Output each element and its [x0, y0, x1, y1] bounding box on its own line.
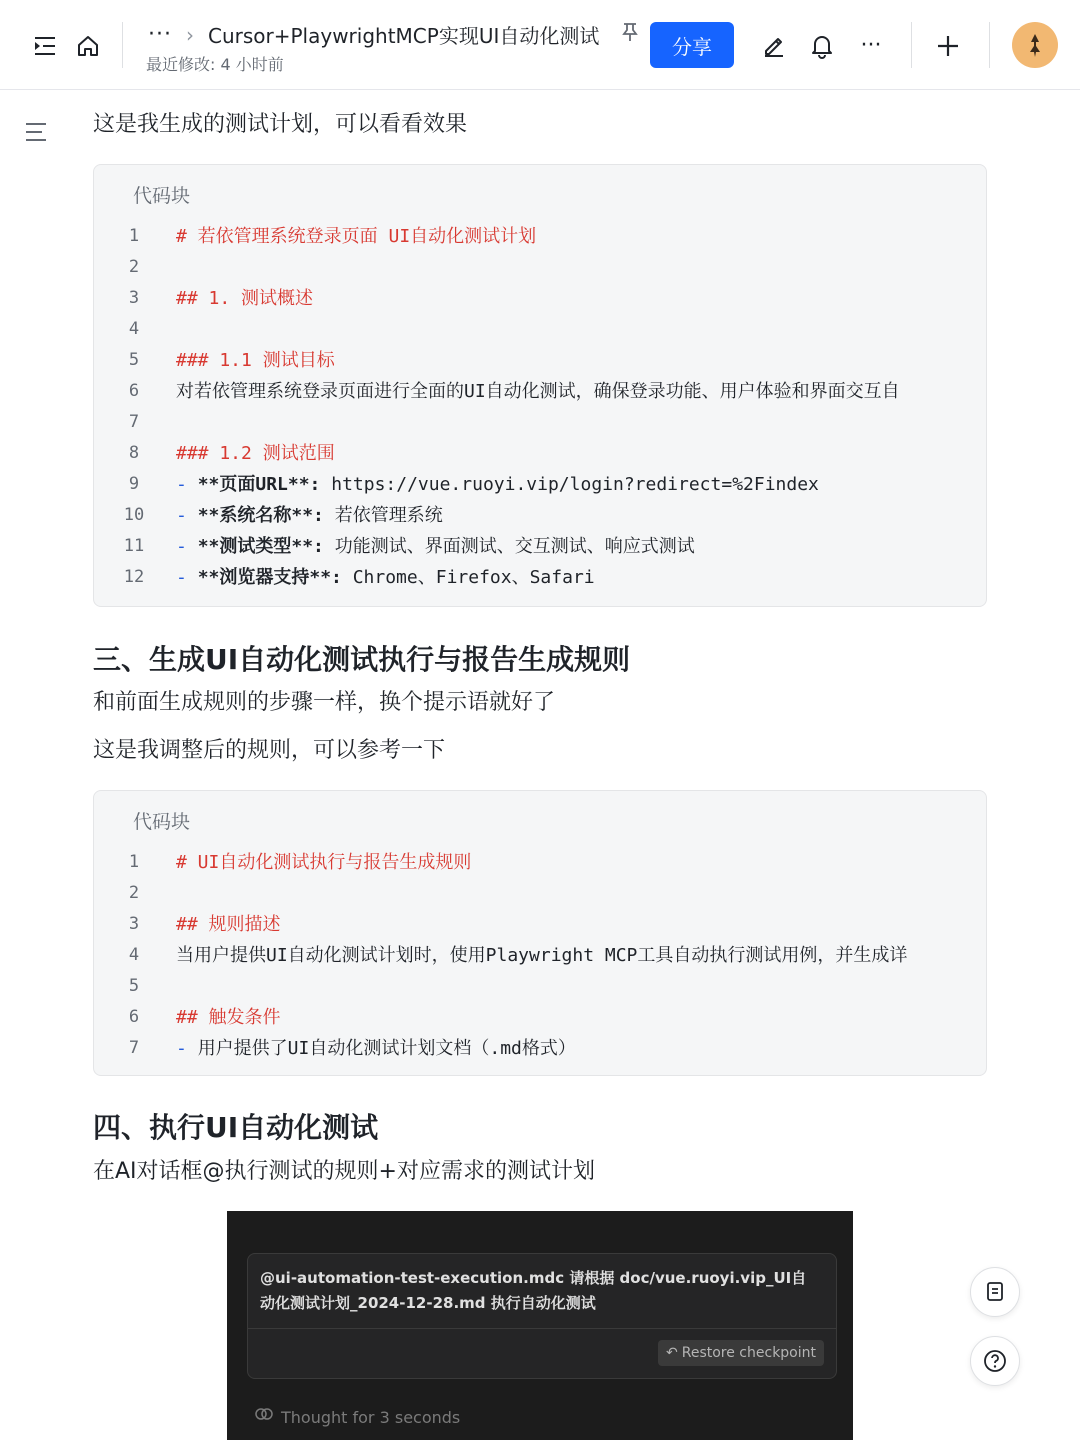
heading-section-3: 三、生成UI自动化测试执行与报告生成规则 [93, 643, 631, 676]
comment-icon[interactable] [970, 1267, 1020, 1317]
line-text: 当用户提供UI自动化测试计划时，使用Playwright MCP工具自动执行测试用例，并生成详 [176, 945, 908, 966]
line-number: 5 [128, 976, 140, 996]
chat-message-card [247, 1253, 837, 1379]
line-value: 用户提供了UI自动化测试计划文档（.md格式） [197, 1038, 576, 1059]
line-number: 8 [128, 443, 140, 463]
line-number: 1 [128, 852, 140, 872]
heading-section-4: 四、执行UI自动化测试 [93, 1111, 379, 1144]
code-lines [94, 847, 970, 1064]
more-icon[interactable]: ··· [860, 32, 882, 58]
expand-sidebar-icon[interactable] [32, 34, 58, 58]
bold-key: **浏览器支持**: [197, 567, 342, 588]
line-number: 3 [128, 288, 140, 308]
edit-icon[interactable] [760, 32, 788, 60]
line-text: 对若依管理系统登录页面进行全面的UI自动化测试，确保登录功能、用户体验和界面交互自 [176, 381, 900, 402]
line-number: 6 [128, 381, 140, 401]
code-line [94, 940, 970, 971]
divider [911, 22, 912, 68]
code-line [94, 1002, 970, 1033]
divider [122, 22, 123, 68]
bold-key: **系统名称**: [197, 505, 324, 526]
thought-label: Thought for 3 seconds [281, 1407, 461, 1427]
line-number: 4 [128, 319, 140, 339]
line-text: # UI自动化测试执行与报告生成规则 [176, 852, 472, 873]
list-dash: - [176, 505, 187, 526]
breadcrumb-more-button[interactable]: ··· [148, 22, 172, 47]
code-line [94, 407, 970, 438]
paragraph-intro: 这是我生成的测试计划，可以看看效果 [93, 112, 468, 137]
thought-status [255, 1407, 460, 1427]
restore-checkpoint-label: Restore checkpoint [681, 1345, 816, 1361]
list-dash: - [176, 474, 187, 495]
line-text [176, 562, 970, 593]
pin-icon[interactable] [621, 22, 639, 47]
code-line [94, 531, 970, 562]
line-number: 11 [123, 536, 145, 556]
restore-checkpoint-button [658, 1340, 824, 1366]
embedded-screenshot [227, 1211, 853, 1440]
avatar[interactable] [1012, 22, 1058, 68]
line-text [176, 1033, 970, 1064]
code-line [94, 847, 970, 878]
last-modified: 最近修改: 4 小时前 [146, 55, 284, 74]
breadcrumb [148, 20, 639, 49]
top-bar [0, 0, 1080, 90]
code-line [94, 500, 970, 531]
code-lines [94, 221, 970, 593]
bold-key: **页面URL**: [197, 474, 321, 495]
line-value: https://vue.ruoyi.vip/login?redirect=%2Findex [320, 474, 819, 495]
thought-icon [255, 1407, 273, 1427]
home-icon[interactable] [74, 32, 102, 60]
doc-title[interactable]: Cursor+PlaywrightMCP实现UI自动化测试 [207, 24, 600, 48]
line-number: 12 [123, 567, 145, 587]
code-line [94, 878, 970, 909]
list-dash: - [176, 536, 187, 557]
line-text [176, 500, 970, 531]
chat-prompt-text: @ui-automation-test-execution.mdc 请根据 doc/vue.ruoyi.vip_UI自动化测试计划_2024-12-28.md 执行自动化测试 [260, 1269, 807, 1312]
help-icon[interactable] [970, 1336, 1020, 1386]
line-text [176, 531, 970, 562]
code-line [94, 283, 970, 314]
code-line [94, 438, 970, 469]
code-line [94, 345, 970, 376]
code-line [94, 469, 970, 500]
outline-icon[interactable] [24, 120, 50, 146]
bell-icon[interactable] [808, 32, 836, 60]
code-block-test-plan[interactable] [93, 164, 987, 607]
code-line [94, 562, 970, 593]
line-text: ### 1.1 测试目标 [176, 350, 335, 371]
line-number: 5 [128, 350, 140, 370]
line-number: 2 [128, 883, 140, 903]
line-number: 2 [128, 257, 140, 277]
list-dash: - [176, 1038, 187, 1059]
bold-key: **测试类型**: [197, 536, 324, 557]
line-number: 6 [128, 1007, 140, 1027]
line-number: 10 [123, 505, 145, 525]
line-text: ### 1.2 测试范围 [176, 443, 335, 464]
list-dash: - [176, 567, 187, 588]
chevron-right-icon: › [185, 22, 194, 47]
line-text: ## 规则描述 [176, 914, 281, 935]
code-line [94, 314, 970, 345]
code-block-label: 代码块 [133, 185, 191, 207]
line-text [176, 469, 970, 500]
line-number: 4 [128, 945, 140, 965]
undo-icon: ↶ [666, 1345, 678, 1361]
line-number: 1 [128, 226, 140, 246]
divider [248, 1328, 836, 1329]
code-block-label: 代码块 [133, 811, 191, 833]
line-number: 7 [128, 1038, 140, 1058]
code-line [94, 909, 970, 940]
plus-icon[interactable] [934, 32, 962, 60]
paragraph-section-3-1: 和前面生成规则的步骤一样，换个提示语就好了 [93, 690, 556, 715]
code-line [94, 376, 970, 407]
line-text: # 若依管理系统登录页面 UI自动化测试计划 [176, 226, 537, 247]
code-line [94, 221, 970, 252]
share-button[interactable]: 分享 [650, 22, 734, 68]
divider [989, 22, 990, 68]
code-block-rules[interactable] [93, 790, 987, 1076]
line-value: 若依管理系统 [323, 505, 443, 526]
code-line [94, 252, 970, 283]
line-number: 7 [128, 412, 140, 432]
paragraph-section-3-2: 这是我调整后的规则，可以参考一下 [93, 738, 446, 763]
line-value: 功能测试、界面测试、交互测试、响应式测试 [323, 536, 695, 557]
paragraph-section-4-1: 在AI对话框@执行测试的规则+对应需求的测试计划 [93, 1159, 595, 1184]
line-text: ## 触发条件 [176, 1007, 281, 1028]
line-number: 3 [128, 914, 140, 934]
line-text: ## 1. 测试概述 [176, 288, 314, 309]
code-line [94, 1033, 970, 1064]
code-line [94, 971, 970, 1002]
line-number: 9 [128, 474, 140, 494]
line-value: Chrome、Firefox、Safari [341, 567, 595, 588]
